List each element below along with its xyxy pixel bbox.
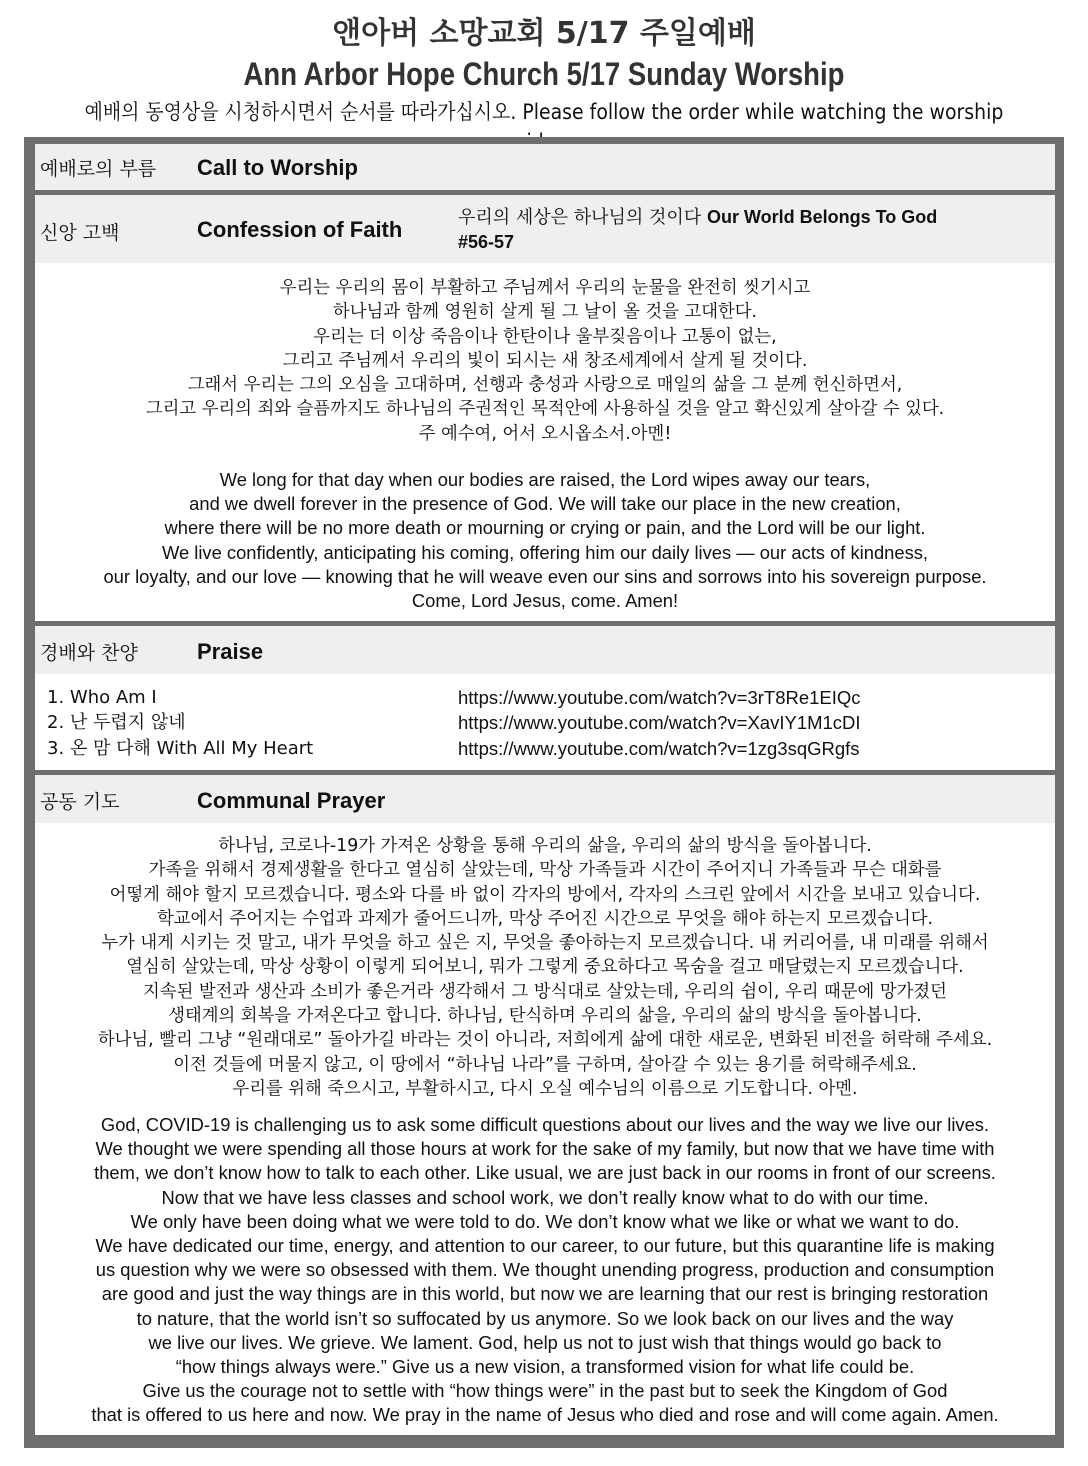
text-line: 하나님, 빨리 그냥 “원래대로” 돌아가길 바라는 것이 아니라, 저희에게 삶에 대한 새로운, 변화된 비전을 허락해 주세요. (97, 1030, 993, 1051)
confession-text-box (35, 263, 1055, 621)
section-confession-of-faith (35, 195, 1055, 263)
text-line: that is offered to us here and now. We pray in the name of Jesus who died and rose and will come again. Amen. (91, 1404, 999, 1426)
text-line: 우리는 더 이상 죽음이나 한탄이나 울부짖음이나 고통이 없는, (313, 326, 777, 347)
page-title-korean: 앤아버 소망교회 5/17 주일예배 (332, 16, 756, 51)
text-line: We thought we were spending all those hours at work for the sake of my family, but now that we have time with (95, 1138, 995, 1160)
text-line: God, COVID-19 is challenging us to ask some difficult questions about our lives and the way we live our lives. (100, 1114, 990, 1135)
text-line: 생태계의 회복을 가져온다고 합니다. 하나님, 탄식하며 우리의 삶을, 우리의 삶의 방식을 돌아봅니다. (168, 1006, 922, 1027)
text-line: 학교에서 주어지는 수업과 과제가 줄어드니까, 막상 주어진 시간으로 무엇을 해야 하는지 모르겠습니다. (156, 908, 934, 929)
text-line: we live our lives. We grieve. We lament. God, help us not to just wish that things would go back to (148, 1331, 942, 1353)
song-title: 3. 온 맘 다해 With All My Heart (47, 738, 314, 759)
text-line: 이전 것들에 머물지 않고, 이 땅에서 “하나님 나라”를 구하며, 살아갈 수 있는 용기를 허락해주세요. (173, 1054, 917, 1075)
text-line: 주 예수여, 어서 오시옵소서.아멘! (418, 423, 672, 444)
text-line: 우리를 위해 죽으시고, 부활하시고, 다시 오실 예수님의 이름으로 기도합니다. 아멘. (232, 1078, 858, 1099)
text-line: 어떻게 해야 할지 모르겠습니다. 평소와 다를 바 없이 각자의 방에서, 각자의 스크린 앞에서 시간을 보내고 있습니다. (109, 884, 981, 905)
section-label-english: Confession of Faith (197, 217, 403, 242)
reference-korean: 우리의 세상은 하나님의 것이다 (458, 207, 702, 228)
section-praise (35, 626, 1055, 674)
text-line: We long for that day when our bodies are raised, the Lord wipes away our tears, (219, 469, 871, 490)
text-line: where there will be no more death or mourning or crying or pain, and the Lord will be our light. (164, 517, 926, 539)
song-title: 2. 난 두렵지 않네 (47, 712, 186, 733)
reference-number: #56-57 (458, 232, 515, 252)
text-line: Give us the courage not to settle with “how things were” in the past but to seek the Kingdom of God (142, 1380, 948, 1402)
prayer-text-box (35, 823, 1055, 1435)
text-line: 그리고 주님께서 우리의 빛이 되시는 새 창조세계에서 살게 될 것이다. (282, 350, 808, 371)
page-subtitle: 예배의 동영상을 시청하시면서 순서를 따라가십시오. Please follow the order while watching the worship (84, 100, 1004, 124)
confession-text-korean (35, 276, 1055, 446)
song-title: 1. Who Am I (47, 687, 157, 708)
confession-reference (458, 205, 1018, 255)
section-label-english: Praise (197, 639, 264, 664)
text-line: “how things always were.” Give us a new vision, a transformed vision for what life could be. (175, 1356, 915, 1378)
section-label-english: Call to Worship (197, 155, 358, 180)
prayer-text-korean (35, 834, 1055, 1101)
section-label-korean: 신앙 고백 (40, 222, 120, 244)
text-line: them, we don’t know how to talk to each other. Like usual, we are just back in our rooms in front of our screens. (94, 1162, 996, 1184)
page-title-english: Ann Arbor Hope Church 5/17 Sunday Worship (243, 56, 845, 92)
text-line: to nature, that the world isn’t so suffocated by us anymore. So we look back on our lives and the way (136, 1307, 954, 1329)
text-line: are good and just the way things are in this world, but now we are learning that our rest is bringing restoration (101, 1283, 989, 1305)
text-line: 우리는 우리의 몸이 부활하고 주님께서 우리의 눈물을 완전히 씻기시고 (279, 278, 811, 298)
section-label-korean: 경배와 찬양 (40, 642, 138, 664)
section-label-english: Communal Prayer (197, 788, 386, 813)
song-link[interactable]: https://www.youtube.com/watch?v=XavIY1M1cDI (458, 712, 861, 733)
text-line: 가족을 위해서 경제생활을 한다고 열심히 살았는데, 막상 가족들과 시간이 주어지니 가족들과 무슨 대화를 (148, 860, 942, 881)
text-line: We have dedicated our time, energy, and attention to our career, to our future, but this quarantine life is making (95, 1235, 995, 1257)
text-line: 그래서 우리는 그의 오심을 고대하며, 선행과 충성과 사랑으로 매일의 삶을 그 분께 헌신하면서, (187, 375, 903, 396)
text-line: us question why we were so obsessed with them. We thought unending progress, production and consumption (95, 1259, 995, 1281)
section-call-to-worship (35, 144, 1055, 190)
text-line: We live confidently, anticipating his coming, offering him our daily lives — our acts of kindness, (161, 541, 929, 563)
text-line: 그리고 우리의 죄와 슬픔까지도 하나님의 주권적인 목적안에 사용하실 것을 알고 확신있게 살아갈 수 있다. (145, 399, 945, 420)
text-line: 지속된 발전과 생산과 소비가 좋은거라 생각해서 그 방식대로 살았는데, 우리의 쉼이, 우리 때문에 망가졌던 (143, 981, 947, 1002)
section-communal-prayer (35, 775, 1055, 823)
text-line: We only have been doing what we were told to do. We don’t know what we like or what we want to do. (130, 1210, 960, 1232)
section-label-korean: 공동 기도 (40, 791, 120, 813)
song-link[interactable]: https://www.youtube.com/watch?v=3rT8Re1EIQc (458, 687, 861, 708)
song-link[interactable]: https://www.youtube.com/watch?v=1zg3sqGRgfs (458, 738, 860, 759)
text-line: our loyalty, and our love — knowing that he will weave even our sins and sorrows into his sovereign purpose. (103, 565, 987, 587)
text-line: 누가 내게 시키는 것 말고, 내가 무엇을 하고 싶은 지, 무엇을 좋아하는지 모르겠습니다. 내 커리어를, 내 미래를 위해서 (101, 933, 989, 954)
text-line: and we dwell forever in the presence of God. We will take our place in the new creation, (189, 493, 901, 515)
section-label-korean: 예배로의 부름 (40, 158, 157, 180)
text-line: 하나님과 함께 영원히 살게 될 그 날이 올 것을 고대한다. (332, 302, 758, 323)
text-line: Now that we have less classes and school work, we don’t really know what to do with our time. (161, 1186, 929, 1208)
prayer-text-english (35, 1113, 1055, 1428)
text-line: Come, Lord Jesus, come. Amen! (411, 590, 679, 612)
confession-text-english (35, 468, 1055, 613)
reference-english: Our World Belongs To God (706, 207, 938, 227)
text-line: 하나님, 코로나-19가 가져온 상황을 통해 우리의 삶을, 우리의 삶의 방식을 돌아봅니다. (218, 836, 872, 856)
praise-song-list (35, 674, 1055, 770)
text-line: 열심히 살았는데, 막상 상황이 이렇게 되어보니, 뭐가 그렇게 중요하다고 목숨을 걸고 매달렸는지 모르겠습니다. (126, 957, 964, 978)
